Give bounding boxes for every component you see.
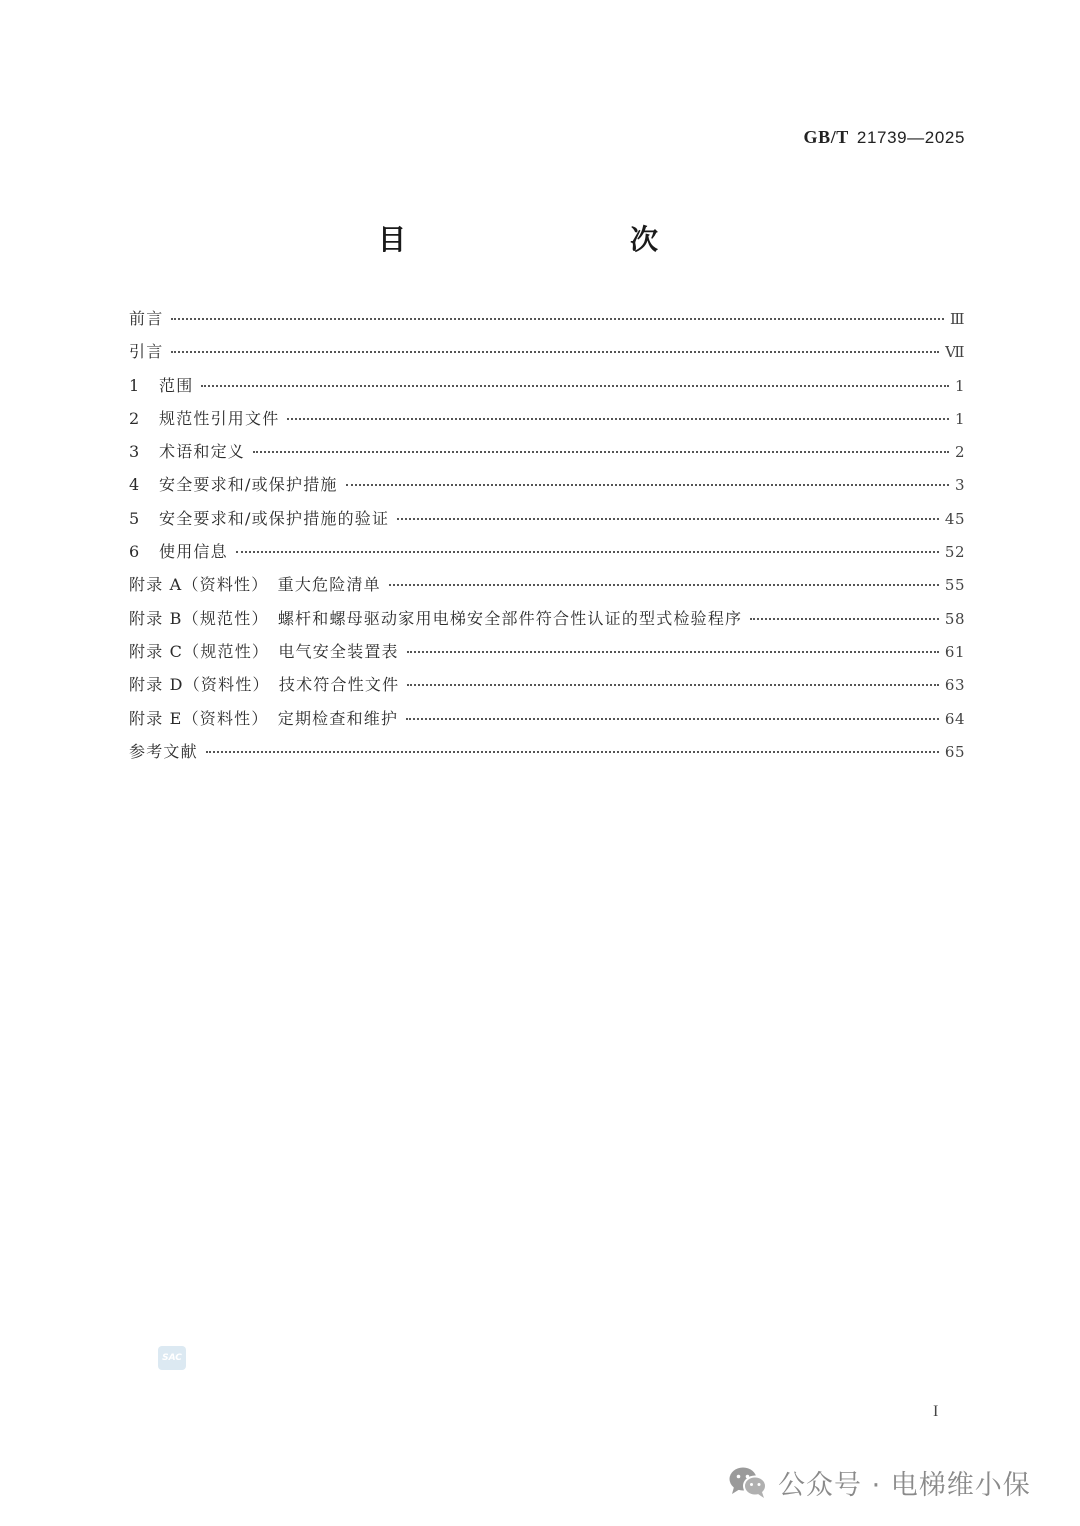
toc-dot-leader <box>236 551 939 553</box>
toc-entry-page: Ⅶ <box>945 343 965 362</box>
toc-entry-label: 附录 C（规范性） 电气安全装置表 <box>129 641 399 661</box>
toc-entry[interactable] <box>129 639 965 672</box>
toc-entry-page: Ⅲ <box>950 310 965 328</box>
toc-dot-leader <box>346 484 949 486</box>
standard-number <box>803 127 965 148</box>
toc-dot-leader <box>201 385 949 387</box>
sac-logo <box>158 1346 186 1370</box>
toc-entry-label: 附录 E（资料性） 定期检查和维护 <box>129 708 399 728</box>
toc-entry-page: 61 <box>944 642 965 661</box>
page-number: I <box>933 1403 939 1420</box>
toc-entry[interactable] <box>129 472 965 505</box>
toc-entry-label: 附录 A（资料性） 重大危险清单 <box>129 575 381 595</box>
toc-entry-page: 58 <box>944 609 965 628</box>
toc-entry-label: 范围 <box>159 375 194 395</box>
toc-dot-leader <box>407 684 939 686</box>
toc-entry-label: 安全要求和/或保护措施的验证 <box>159 508 390 528</box>
toc-entry[interactable] <box>129 739 965 772</box>
toc-entry-page: 1 <box>954 409 965 428</box>
toc-entry[interactable] <box>129 339 965 372</box>
toc-entry-number: 5 <box>129 508 141 528</box>
toc-title: 目 次 <box>377 223 714 256</box>
toc-dot-leader <box>253 451 949 453</box>
toc-entry-label: 术语和定义 <box>159 442 246 462</box>
toc-dot-leader <box>389 584 939 586</box>
toc-entry-label: 使用信息 <box>159 542 228 562</box>
toc-entry-page: 55 <box>944 576 965 595</box>
standard-code: 21739—2025 <box>856 128 965 147</box>
toc-entry[interactable] <box>129 306 965 339</box>
toc-entry-label: 规范性引用文件 <box>159 408 280 428</box>
toc-entry-label: 参考文献 <box>129 741 198 761</box>
standard-prefix: GB/T <box>803 127 849 147</box>
toc-entry-label: 前言 <box>129 309 164 328</box>
toc-entry[interactable] <box>129 672 965 705</box>
toc-dot-leader <box>406 718 939 720</box>
toc-entry-number: 1 <box>129 375 141 395</box>
toc-entry[interactable] <box>129 572 965 605</box>
toc-entry-page: 52 <box>944 543 965 562</box>
toc-dot-leader <box>206 751 939 753</box>
toc-dot-leader <box>397 518 939 520</box>
toc-entry[interactable] <box>129 706 965 739</box>
toc-entry[interactable] <box>129 406 965 439</box>
toc-entry[interactable] <box>129 439 965 472</box>
table-of-contents <box>129 306 965 772</box>
toc-entry-label: 附录 B（规范性） 螺杆和螺母驱动家用电梯安全部件符合性认证的型式检验程序 <box>129 608 743 628</box>
toc-entry-number: 2 <box>129 408 141 428</box>
toc-entry-page: 1 <box>954 376 965 395</box>
toc-entry-page: 2 <box>954 443 965 462</box>
toc-entry-page: 63 <box>944 676 965 695</box>
toc-entry-label: 安全要求和/或保护措施 <box>159 475 338 495</box>
toc-entry[interactable] <box>129 506 965 539</box>
toc-entry[interactable] <box>129 539 965 572</box>
toc-entry[interactable] <box>129 373 965 406</box>
toc-entry[interactable] <box>129 606 965 639</box>
sac-logo-text: SAC <box>162 1353 182 1363</box>
toc-entry-page: 45 <box>944 509 965 528</box>
wechat-icon <box>728 1465 768 1499</box>
toc-dot-leader <box>171 351 939 353</box>
toc-entry-label: 引言 <box>129 342 164 362</box>
toc-entry-label: 附录 D（资料性） 技术符合性文件 <box>129 675 400 695</box>
toc-dot-leader <box>750 618 939 620</box>
toc-entry-number: 3 <box>129 442 141 462</box>
toc-dot-leader <box>287 418 949 420</box>
toc-dot-leader <box>407 651 939 653</box>
toc-entry-number: 6 <box>129 542 141 562</box>
toc-entry-page: 64 <box>944 709 965 728</box>
toc-dot-leader <box>171 318 944 320</box>
wechat-watermark <box>728 1462 1031 1502</box>
toc-entry-page: 65 <box>944 742 965 761</box>
toc-entry-page: 3 <box>954 476 965 495</box>
toc-entry-number: 4 <box>129 475 141 495</box>
watermark-text: 公众号 · 电梯维小保 <box>778 1469 1031 1501</box>
